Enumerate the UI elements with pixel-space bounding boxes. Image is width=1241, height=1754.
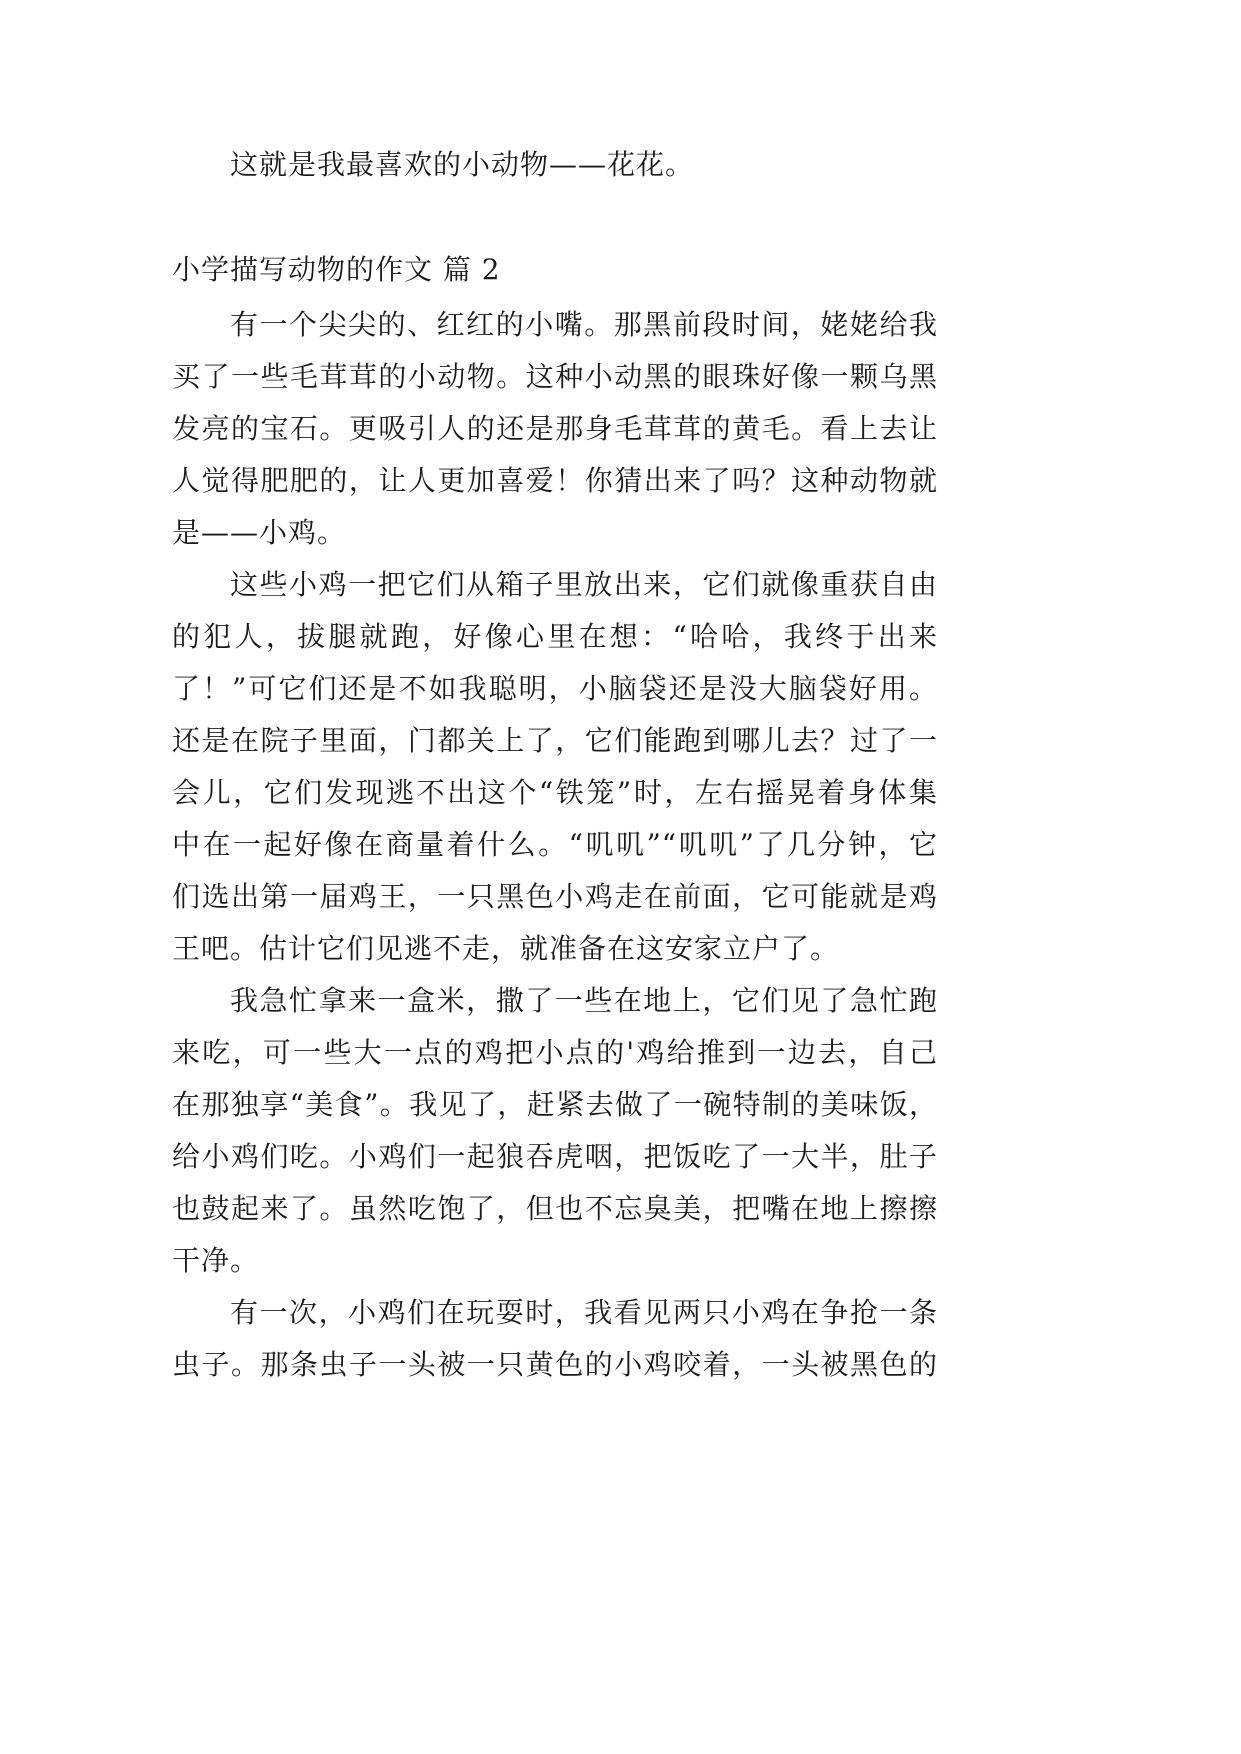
paragraph-line: 的犯人，拔腿就跑，好像心里在想：“哈哈，我终于出来 <box>172 620 938 653</box>
paragraph-line: 有一个尖尖的、红红的小嘴。那黑前段时间，姥姥给我 <box>230 308 938 341</box>
paragraph <box>172 559 938 975</box>
paragraph-line: 了！”可它们还是不如我聪明，小脑袋还是没大脑袋好用。 <box>172 672 938 705</box>
document-body <box>172 139 938 1391</box>
previous-section-closing-line: 这就是我最喜欢的小动物——花花。 <box>230 148 695 181</box>
paragraph-line: 在那独享“美食”。我见了，赶紧去做了一碗特制的美味饭， <box>172 1088 938 1121</box>
paragraph-line: 虫子。那条虫子一头被一只黄色的小鸡咬着，一头被黑色的 <box>172 1348 938 1381</box>
paragraph-line: 是——小鸡。 <box>172 516 347 549</box>
paragraph-line: 会儿，它们发现逃不出这个“铁笼”时，左右摇晃着身体集 <box>172 776 938 809</box>
section-heading: 小学描写动物的作文 篇 2 <box>172 253 501 286</box>
paragraph-line: 给小鸡们吃。小鸡们一起狼吞虎咽，把饭吃了一大半，肚子 <box>172 1140 938 1173</box>
paragraph-line: 来吃，可一些大一点的鸡把小点的'鸡给推到一边去，自己 <box>172 1036 938 1069</box>
paragraph-line: 这些小鸡一把它们从箱子里放出来，它们就像重获自由 <box>230 568 938 601</box>
paragraph-line: 中在一起好像在商量着什么。“叽叽”“叽叽”了几分钟，它 <box>172 828 938 861</box>
paragraphs <box>172 299 938 1391</box>
paragraph-line: 还是在院子里面，门都关上了，它们能跑到哪儿去？过了一 <box>172 724 938 757</box>
paragraph-line: 买了一些毛茸茸的小动物。这种小动黑的眼珠好像一颗乌黑 <box>172 360 938 393</box>
paragraph-line: 人觉得肥肥的，让人更加喜爱！你猜出来了吗？这种动物就 <box>172 464 938 497</box>
paragraph <box>172 1287 938 1391</box>
paragraph-line: 发亮的宝石。更吸引人的还是那身毛茸茸的黄毛。看上去让 <box>172 412 938 445</box>
paragraph-line: 也鼓起来了。虽然吃饱了，但也不忘臭美，把嘴在地上擦擦 <box>172 1192 938 1225</box>
paragraph-line: 们选出第一届鸡王，一只黑色小鸡走在前面，它可能就是鸡 <box>172 880 938 913</box>
paragraph-line: 王吧。估计它们见逃不走，就准备在这安家立户了。 <box>172 932 840 965</box>
paragraph <box>172 299 938 559</box>
paragraph <box>172 975 938 1287</box>
paragraph-line: 干净。 <box>172 1244 260 1277</box>
paragraph-line: 有一次，小鸡们在玩耍时，我看见两只小鸡在争抢一条 <box>230 1296 938 1329</box>
paragraph-line: 我急忙拿来一盒米，撒了一些在地上，它们见了急忙跑 <box>230 984 938 1017</box>
